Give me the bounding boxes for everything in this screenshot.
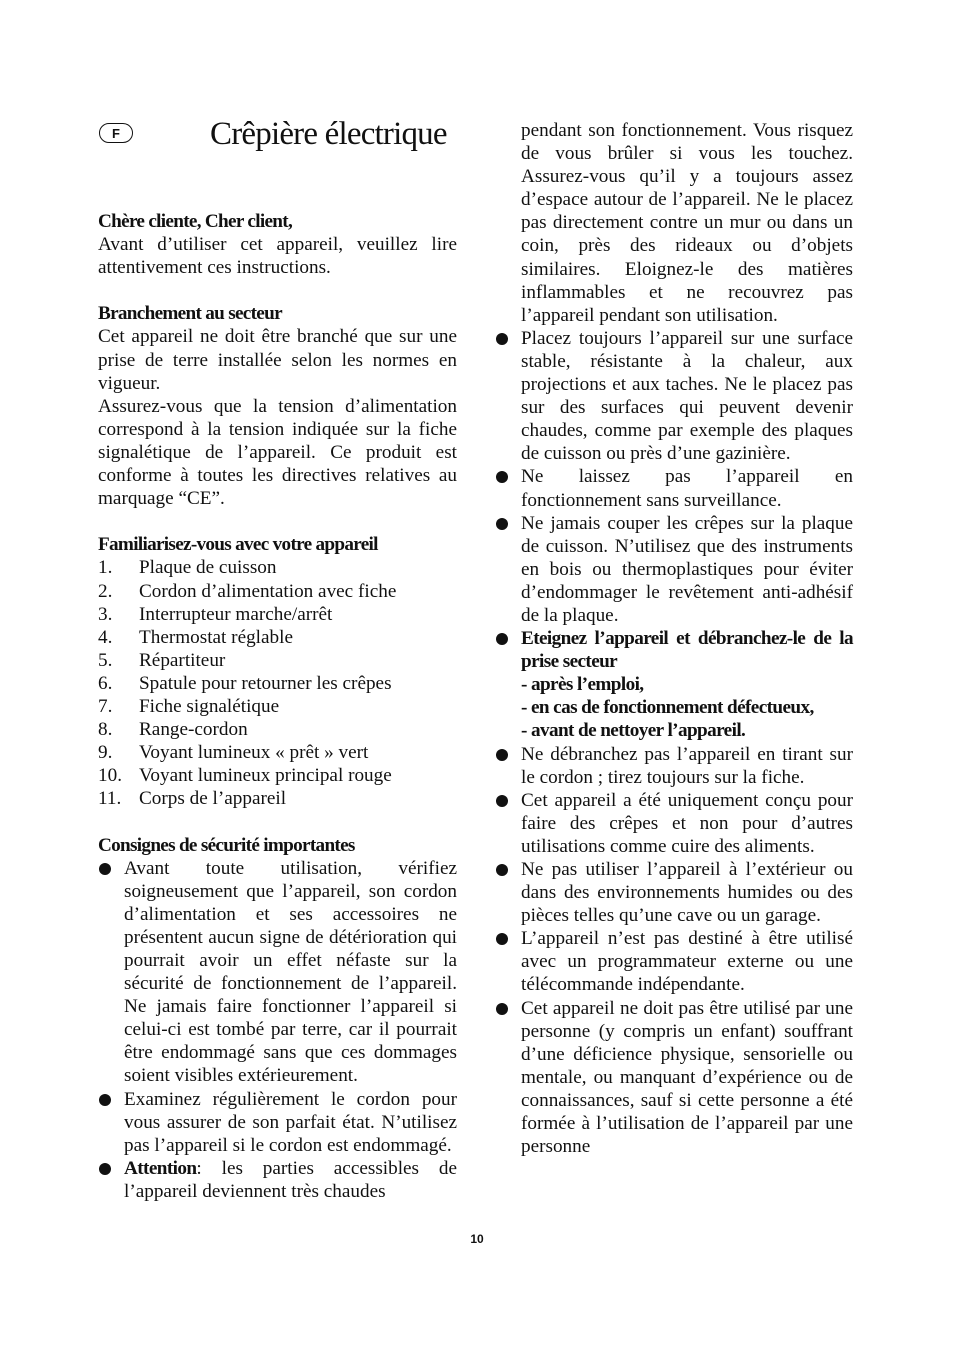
list-item: 7. Fiche signalétique	[98, 695, 280, 717]
safety-item: Examinez régulièrement le cordon pour vous assurer de son parfait état. N’utilisez pas l’appareil si le cordon est endommagé.	[98, 1088, 457, 1157]
bullet-icon	[496, 795, 508, 807]
sub-item: - en cas de fonctionnement défectueux,	[521, 697, 814, 719]
bullet-icon	[496, 633, 508, 645]
list-item: 9. Voyant lumineux « prêt » vert	[98, 742, 369, 764]
safety-item: Attention: les parties accessibles de l’appareil deviennent très chaudes	[98, 1157, 457, 1203]
bullet-icon	[496, 471, 508, 483]
list-item: 11. Corps de l’appareil	[98, 788, 287, 810]
safety-item: Avant toute utilisation, vérifiez soigneusement que l’appareil, son cordon d’alimentation et ses accessoires ne présentent aucun signe de détérioration qui pourrait avoir un effet néfaste sur la sécurité de fonctionnement de l’appareil. Ne jamais faire fonctionner l’appareil si celui-ci est tombé par terre, car il pourrait être endommagé sans que ces dommages soient visibles extérieurement.	[98, 857, 457, 1088]
language-badge: F	[99, 123, 133, 143]
bullet-icon	[496, 933, 508, 945]
safety-item: Cet appareil a été uniquement conçu pour faire des crêpes et non pour d’autres utilisations comme cuire des aliments.	[495, 789, 853, 858]
mains-paragraph-1: Cet appareil ne doit être branché que sur une prise de terre installée selon les normes en vigueur.	[98, 326, 457, 394]
safety-item: Ne jamais couper les crêpes sur la plaque de cuisson. N’utilisez que des instruments en bois ou thermoplastiques pour éviter d’endommager le revêtement anti-adhésif de la plaque.	[495, 512, 853, 627]
bullet-icon	[99, 1163, 111, 1175]
list-item: 3. Interrupteur marche/arrêt	[98, 603, 333, 625]
greeting-heading: Chère cliente, Cher client,	[98, 211, 293, 232]
safety-item: Ne pas utiliser l’appareil à l’extérieur ou dans des environnements humides ou des pièces telles qu’une cave ou un garage.	[495, 858, 853, 927]
mains-heading: Branchement au secteur	[98, 303, 282, 325]
left-column	[98, 210, 457, 1203]
safety-continuation: pendant son fonctionnement. Vous risquez de vous brûler si vous les touchez. Assurez-vous qu’il y a toujours assez d’espace autour de l’appareil. Ne le placez pas directement contre un mur ou dans un coin, près des rideaux ou d’objets similaires. Eloignez-le des matières inflammables et ne recouvrez pas l’appareil pendant son utilisation.	[521, 120, 853, 326]
bullet-icon	[496, 749, 508, 761]
bullet-icon	[496, 333, 508, 345]
safety-item: Ne laissez pas l’appareil en fonctionnement sans surveillance.	[495, 465, 853, 511]
parts-heading: Familiarisez-vous avec votre appareil	[98, 534, 378, 556]
bullet-icon	[496, 518, 508, 530]
page-number: 10	[470, 1232, 484, 1246]
sub-item: - avant de nettoyer l’appareil.	[521, 720, 746, 742]
list-item: 8. Range-cordon	[98, 719, 248, 741]
safety-item: Placez toujours l’appareil sur une surface stable, résistante à la chaleur, aux projections et aux taches. Ne le placez pas sur des surfaces qui peuvent devenir chaudes, comme par exemple des plaques de cuisson ou près d’une gazinière.	[495, 327, 853, 466]
list-item: 4. Thermostat réglable	[98, 626, 293, 648]
bullet-icon	[496, 1003, 508, 1015]
safety-item: Ne débranchez pas l’appareil en tirant sur le cordon ; tirez toujours sur la fiche.	[495, 743, 853, 789]
list-item: 6. Spatule pour retourner les crêpes	[98, 672, 392, 694]
safety-list-right	[495, 327, 853, 1158]
mains-paragraph-2: Assurez-vous que la tension d’alimentation correspond à la tension indiquée sur la fiche signalétique de l’appareil. Ce produit est conforme à toutes les directives relatives au marquage “CE”.	[98, 395, 457, 510]
bullet-icon	[99, 1094, 111, 1106]
page-title: Crêpière électrique	[210, 116, 447, 152]
bullet-icon	[99, 863, 111, 875]
list-item: 10. Voyant lumineux principal rouge	[98, 765, 392, 787]
safety-heading: Consignes de sécurité importantes	[98, 834, 355, 856]
list-item: 5. Répartiteur	[98, 649, 226, 671]
bullet-icon	[496, 864, 508, 876]
safety-item: L’appareil n’est pas destiné à être utilisé avec un programmateur externe ou une télécommande indépendante.	[495, 927, 853, 996]
list-item: 1. Plaque de cuisson	[98, 557, 277, 579]
safety-list-left	[98, 857, 457, 1203]
sub-item: - après l’emploi,	[521, 674, 644, 696]
list-item: 2. Cordon d’alimentation avec fiche	[98, 580, 397, 602]
parts-list	[98, 556, 457, 810]
greeting-text: Avant d’utiliser cet appareil, veuillez lire attentivement ces instructions.	[98, 234, 457, 279]
safety-item: Cet appareil ne doit pas être utilisé par une personne (y compris un enfant) souffrant d’une déficience physique, sensorielle ou mentale, ou manquant d’expérience ou de connaissances, sauf si cette personne a été formée à l’utilisation de l’appareil par une personne	[495, 997, 853, 1159]
right-column	[495, 119, 853, 1158]
safety-item: Eteignez l’appareil et débranchez-le de la prise secteur - après l’emploi, - en cas de fonctionnement défectueux, - avant de nettoyer l’appareil.	[495, 627, 853, 742]
